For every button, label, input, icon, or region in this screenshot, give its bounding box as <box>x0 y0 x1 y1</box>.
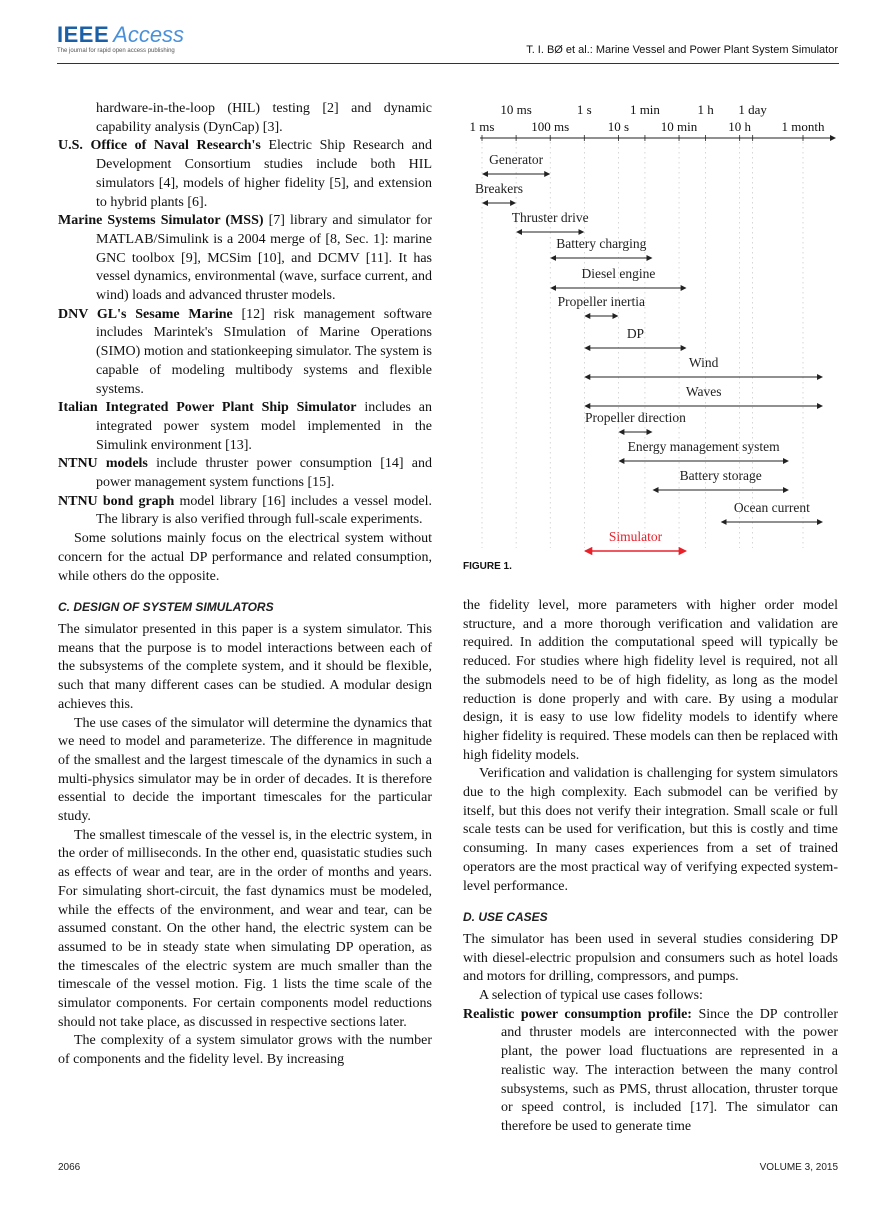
right-column <box>463 597 838 1137</box>
paragraph: hardware-in-the-loop (HIL) testing [2] and dynamic capability analysis (DynCap) [3]. <box>96 101 432 135</box>
component-label: Generator <box>489 152 544 167</box>
tick-label-upper: 1 s <box>576 102 592 117</box>
paragraph: The simulator presented in this paper is a system simulator. This means that the purpose is to model interactions between each of the subsystems of the complete system, and it should be flexible, such that many different cases can be studied. A modular design achieves this. <box>58 621 432 712</box>
item-term: DNV GL's Sesame Marine <box>58 306 233 322</box>
component-label: DP <box>626 326 645 341</box>
component-label: Propeller direction <box>585 410 686 425</box>
item-text: [7] library and simulator for MATLAB/Simulink is a 2004 merge of [8, Sec. 1]: marine GNC toolbox [9], MCSim [10], and DCMV [11]. It has vessel dynamics, environmental (wave, surface current, and wind) loads and advanced thruster models. <box>96 213 432 304</box>
paragraph: Verification and validation is challenging for system simulators due to the high complexity. Each submodel can be verified by itself, but this does not verify their integration. Small scale or full scale tests can be used for verification, but this is costly and time consuming. In many cases experiences from a set of trained operators are the most practical way of verifying expected system-level performance. <box>463 766 838 894</box>
tick-label-upper: 10 ms <box>500 102 532 117</box>
component-label: Diesel engine <box>581 266 656 281</box>
tick-label-upper: 1 h <box>697 102 714 117</box>
tick-label-lower: 10 min <box>660 119 698 134</box>
tick-label-lower: 10 h <box>728 119 752 134</box>
component-label: Propeller inertia <box>557 294 646 309</box>
item-term: NTNU models <box>58 456 148 472</box>
journal-logo <box>57 24 184 54</box>
item-text: include thruster power consumption [14] and power management system functions [15]. <box>96 456 433 491</box>
running-title: Marine Vessel and Power Plant System Simulator <box>595 44 838 56</box>
logo-access: Access <box>113 22 185 47</box>
list-item <box>58 455 432 492</box>
list-item <box>58 399 432 455</box>
running-header <box>526 44 838 56</box>
component-label: Ocean current <box>733 500 810 515</box>
section-heading-c: C. DESIGN OF SYSTEM SIMULATORS <box>58 600 274 615</box>
component-label: Thruster drive <box>511 210 589 225</box>
logo-tagline: The journal for rapid open access publishing <box>57 48 175 54</box>
item-term: Realistic power consumption profile: <box>463 1006 692 1022</box>
paragraph: The use cases of the simulator will determine the dynamics that we need to model and parameterize. The difference in magnitude of the smallest and the largest timescale of the dynamics in such a multi-physics simulator may be in order of decades. It is therefore essential to decide the important timescales for the particular study. <box>58 715 432 825</box>
item-text: Since the DP controller and thruster models are interconnected with the power plant, the power load fluctuations are represented in a realistic way. The interaction between the many control subsystems, such as PMS, thrust allocation, thruster torque or speed control, is included [17]. The simulator can therefore be used to generate time <box>501 1006 838 1134</box>
component-label: Waves <box>685 384 722 399</box>
tick-label-upper: 1 min <box>629 102 660 117</box>
volume-label: VOLUME 3, 2015 <box>759 1162 838 1173</box>
component-label: Simulator <box>608 529 663 544</box>
paragraph: The simulator has been used in several studies considering DP with diesel-electric propulsion and consumers such as hotel loads and motors for drilling, compressors, and pumps. <box>463 931 838 985</box>
list-item <box>58 212 432 306</box>
figure-label: FIGURE 1. <box>463 561 512 572</box>
item-term: Italian Integrated Power Plant Ship Simulator <box>58 400 357 416</box>
tick-label-lower: 1 ms <box>469 119 495 134</box>
item-text: includes an integrated power system model implemented in the Simulink environment [13]. <box>96 400 432 453</box>
paragraph: Some solutions mainly focus on the electrical system without concern for the actual DP performance and related consumption, while others do the opposite. <box>58 531 432 584</box>
component-label: Battery storage <box>679 468 762 483</box>
left-column <box>58 100 432 1070</box>
figure-1-timescale-chart <box>460 96 840 556</box>
item-term: U.S. Office of Naval Research's <box>58 138 261 154</box>
tick-label-lower: 10 s <box>607 119 630 134</box>
item-term: Marine Systems Simulator (MSS) <box>58 213 264 229</box>
paragraph: The complexity of a system simulator grows with the number of components and the fidelity level. By increasing <box>58 1033 432 1068</box>
logo-ieee: IEEE <box>57 22 110 47</box>
tick-label-lower: 100 ms <box>531 119 570 134</box>
list-item <box>58 137 432 212</box>
paragraph: A selection of typical use cases follows: <box>479 988 703 1004</box>
item-text: [12] risk management software includes Marintek's SImulation of Marine Operations (SIMO) motion and stationkeeping simulator. The system is capable of modeling multibody systems and flexible systems. <box>96 306 432 397</box>
running-authors: T. I. BØ et al.: <box>526 44 593 56</box>
paragraph: The smallest timescale of the vessel is, in the electric system, in the order of milliseconds. In the other end, quasistatic studies such as effects of wear and tear, are in the order of months and years. For simulating short-circuit, the fast dynamics must be modeled, while the effects of the environment, and wear and tear, can be assumed constant. On the other hand, the electric system can be assumed to be in steady state when simulating DP operation, as the timescales of the electric system are much smaller than the timescale of the vessel motion. Fig. 1 lists the time scale of the simulator components. For certain components model reductions should not take place, as discussed in respective sections later. <box>58 827 432 1030</box>
component-label: Battery charging <box>556 236 647 251</box>
list-item <box>463 1006 838 1137</box>
header-rule <box>57 63 839 64</box>
section-heading-d: D. USE CASES <box>463 910 548 925</box>
item-text: model library [16] includes a vessel model. The library is also verified through full-scale experiments. <box>96 493 432 528</box>
item-text: Electric Ship Research and Development Consortium studies include both HIL simulators [4], models of higher fidelity [5], and extension to hybrid plants [6]. <box>96 138 432 210</box>
tick-label-lower: 1 month <box>781 119 825 134</box>
list-item <box>58 493 432 530</box>
component-label: Breakers <box>475 181 524 196</box>
list-item <box>58 306 432 400</box>
component-label: Wind <box>688 355 719 370</box>
component-label: Energy management system <box>627 439 780 454</box>
page-number: 2066 <box>58 1162 81 1173</box>
tick-label-upper: 1 day <box>738 102 767 117</box>
paragraph: the fidelity level, more parameters with higher order model structure, and a more thorough verification and validation are required. In addition the computational speed will typically be reduced. For studies where high fidelity level is required, not all the submodels need to be of high fidelity, as long as the model reduction is done properly and with care. By using a modular design, it is easy to use low fidelity models to identify where higher fidelity is required. These models can then be replaced with high fidelity models. <box>463 598 838 763</box>
item-term: NTNU bond graph <box>58 493 175 509</box>
